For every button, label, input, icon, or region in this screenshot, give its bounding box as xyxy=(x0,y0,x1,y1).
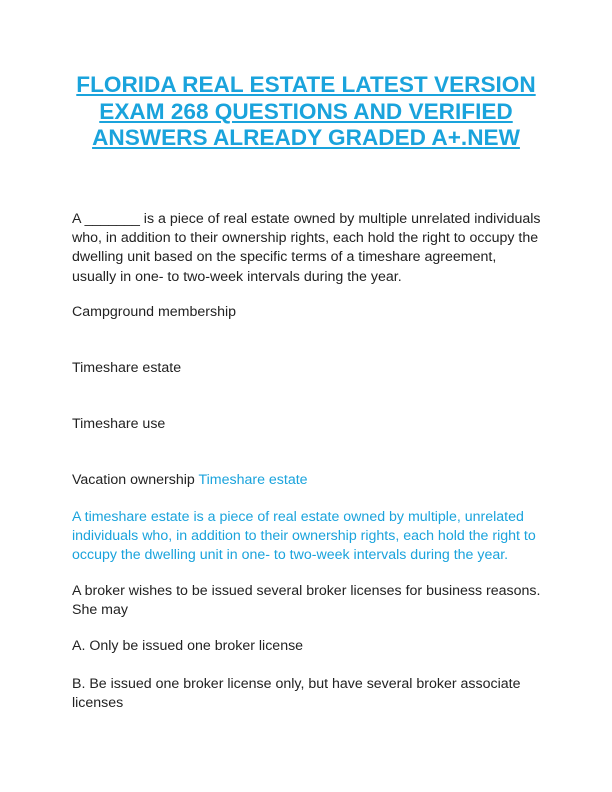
question-1-option-4: Vacation ownership xyxy=(72,472,195,488)
question-2-prompt: A broker wishes to be issued several broker licenses for business reasons. She may xyxy=(72,583,541,619)
question-1-option-1: Campground membership xyxy=(72,304,237,320)
question-2-option-b: B. Be issued one broker license only, but have several broker associate licenses xyxy=(72,676,521,712)
question-2-option-a: A. Only be issued one broker license xyxy=(72,638,304,654)
question-1-option-2: Timeshare estate xyxy=(72,360,182,376)
question-1-answer: Timeshare estate xyxy=(198,472,308,488)
question-1-prompt: A _______ is a piece of real estate owned by multiple unrelated individuals who, in addition to their ownership rights, each hold the right to occupy the dwelling unit based on the specific terms of a timeshare agreement, usually in one- to two-week intervals during the year. xyxy=(72,211,541,285)
document-title: FLORIDA REAL ESTATE LATEST VERSION EXAM 268 QUESTIONS AND VERIFIED ANSWERS ALREADY GRADED A+.NEW xyxy=(76,72,536,150)
question-1-option-3: Timeshare use xyxy=(72,416,166,432)
question-1-explanation: A timeshare estate is a piece of real estate owned by multiple, unrelated individuals who, in addition to their ownership rights, each hold the right to occupy the dwelling unit in one- to two-week intervals during the year. xyxy=(72,509,536,564)
question-1-option-4-with-answer xyxy=(72,471,542,490)
